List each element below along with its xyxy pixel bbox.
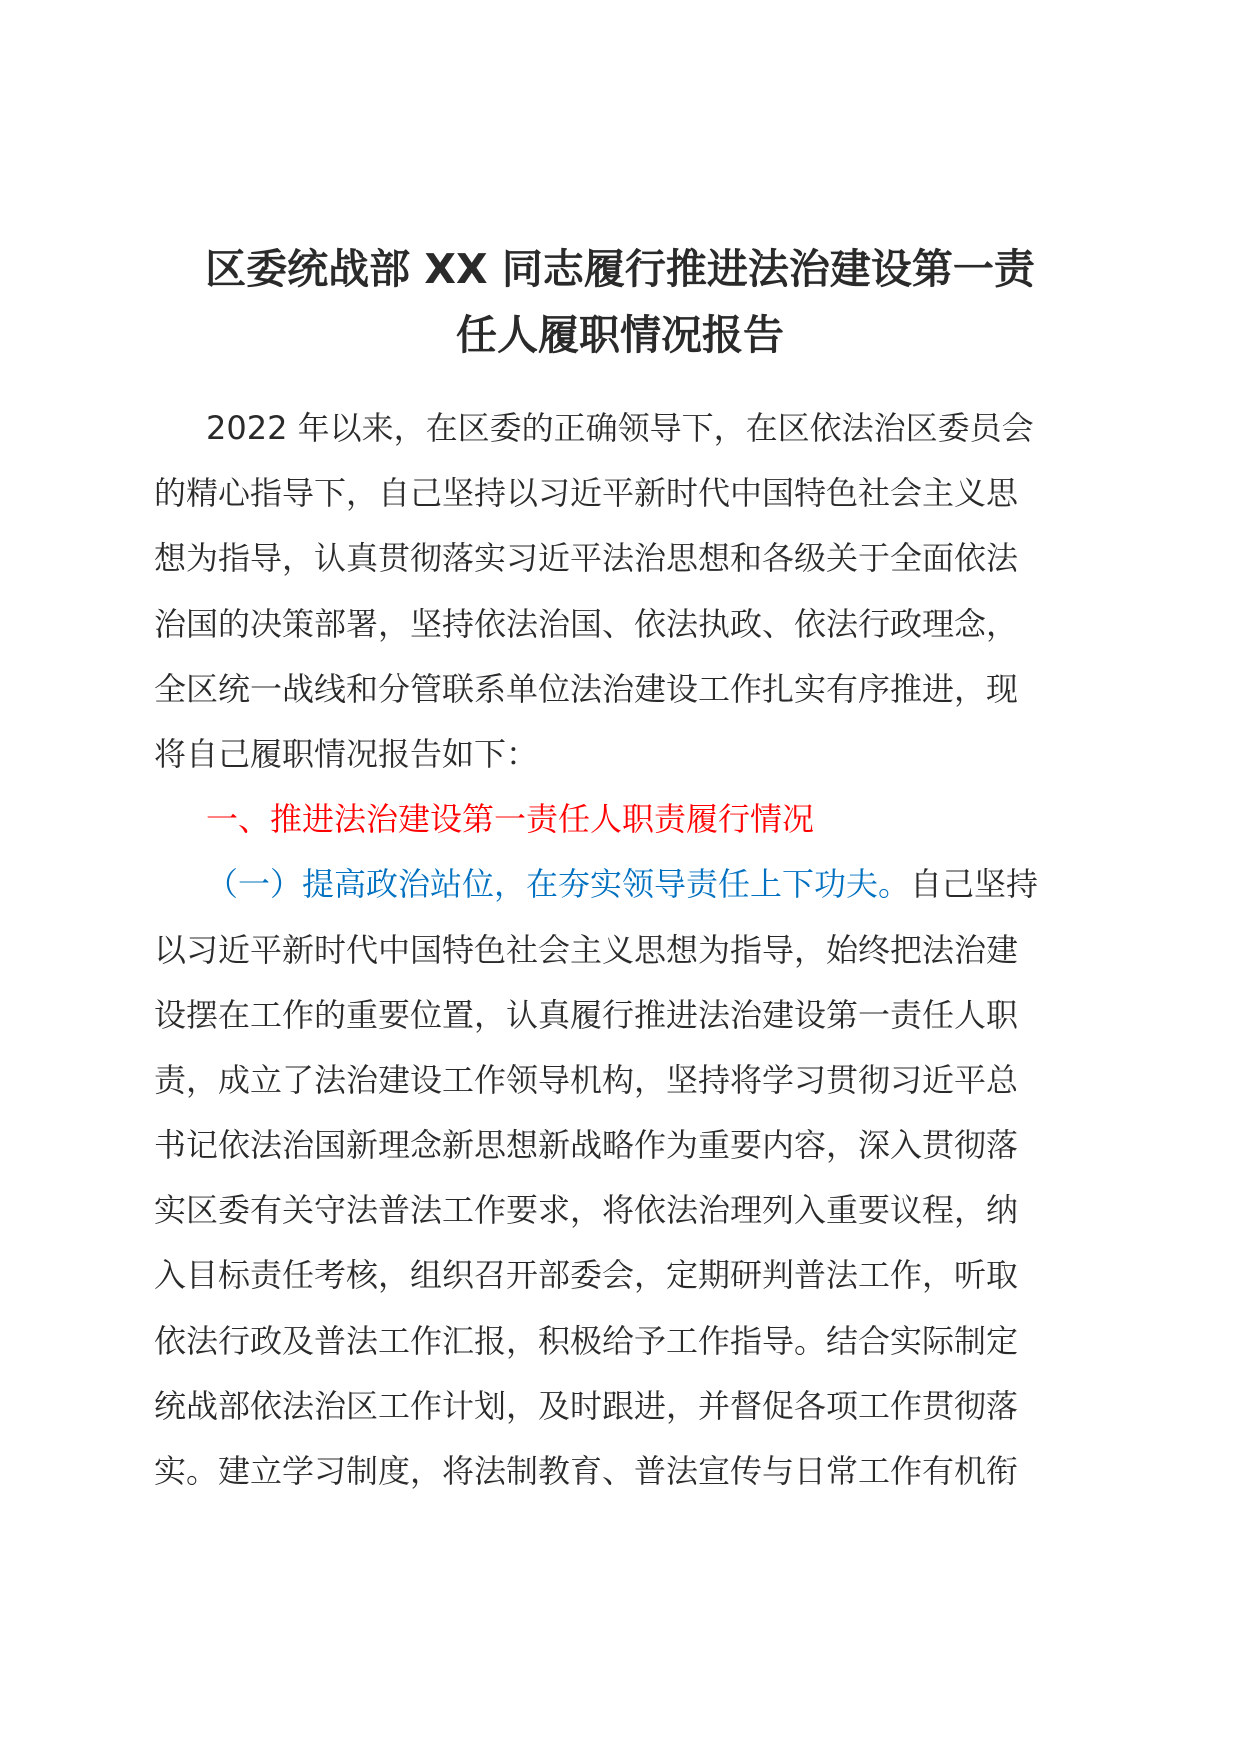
document-title — [150, 236, 1090, 368]
subsection-line: 依法行政及普法工作汇报，积极给予工作指导。结合实际制定 — [154, 1321, 1019, 1360]
subsection-first-line — [154, 852, 1094, 917]
section-heading: 一、推进法治建设第一责任人职责履行情况 — [206, 800, 815, 839]
subsection-line: 实。建立学习制度，将法制教育、普法宣传与日常工作有机衔 — [154, 1452, 1019, 1490]
intro-line: 将自己履职情况报告如下： — [154, 734, 539, 773]
subsection-line: 书记依法治国新理念新思想新战略作为重要内容，深入贯彻落 — [154, 1126, 1019, 1165]
title-line-2: 任人履职情况报告 — [456, 311, 784, 359]
subsection-line: 以习近平新时代中国特色社会主义思想为指导，始终把法治建 — [154, 930, 1019, 969]
intro-line: 想为指导，认真贯彻落实习近平法治思想和各级关于全面依法 — [154, 539, 1019, 578]
subsection-line: 设摆在工作的重要位置，认真履行推进法治建设第一责任人职 — [154, 995, 1019, 1034]
intro-paragraph — [154, 396, 1094, 787]
intro-line: 2022 年以来，在区委的正确领导下，在区依法治区委员会 — [206, 409, 1034, 447]
subsection-line: 统战部依法治区工作计划，及时跟进，并督促各项工作贯彻落 — [154, 1386, 1019, 1425]
subsection-heading: （一）提高政治站位，在夯实领导责任上下功夫。 — [206, 865, 911, 904]
subsection-line: 责，成立了法治建设工作领导机构，坚持将学习贯彻习近平总 — [154, 1060, 1019, 1099]
document-body — [154, 396, 1094, 1504]
subsection-line: 实区委有关守法普法工作要求，将依法治理列入重要议程，纳 — [154, 1191, 1019, 1230]
subsection-first-line-rest: 自己坚持 — [910, 865, 1039, 904]
intro-line: 全区统一战线和分管联系单位法治建设工作扎实有序推进，现 — [154, 669, 1019, 708]
intro-line: 治国的决策部署，坚持依法治国、依法执政、依法行政理念， — [154, 604, 1019, 643]
subsection-paragraph — [154, 852, 1094, 1504]
subsection-line: 入目标责任考核，组织召开部委会，定期研判普法工作，听取 — [154, 1256, 1019, 1295]
title-line-1: 区委统战部 XX 同志履行推进法治建设第一责 — [205, 245, 1035, 293]
intro-line: 的精心指导下，自己坚持以习近平新时代中国特色社会主义思 — [154, 474, 1019, 513]
